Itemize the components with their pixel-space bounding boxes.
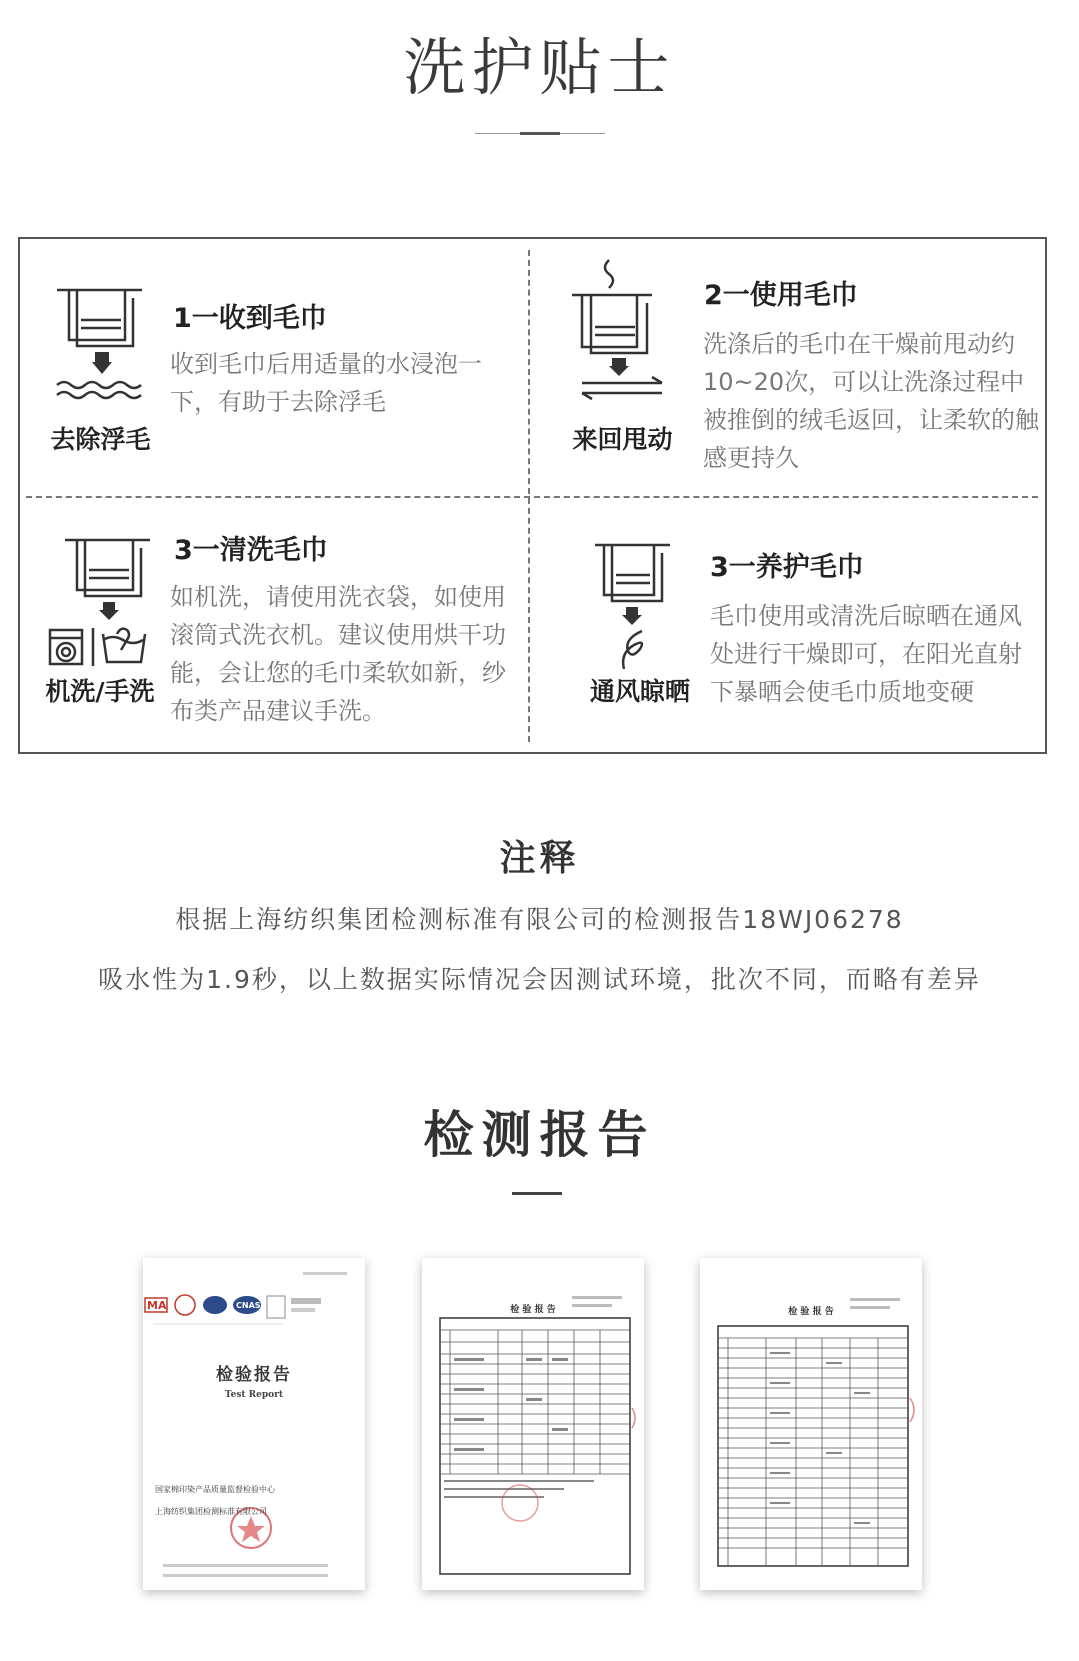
tip2-body: 洗涤后的毛巾在干燥前甩动约10~20次，可以让洗涤过程中被推倒的绒毛返回，让柔软的触感更持久 [703,330,1039,472]
machine-hand-wash-icon [45,530,155,680]
tip1-icon-label: 去除浮毛 [50,425,151,454]
title-divider [475,133,605,134]
report-data-page-1 [422,1258,644,1590]
cover-title: 检验报告 [216,1365,292,1385]
tip2-heading: 2一使用毛巾 [704,280,858,311]
tip3-body: 如机洗，请使用洗衣袋，如使用滚筒式洗衣机。建议使用烘干功能，会让您的毛巾柔软如新，纱布类产品建议手洗。 [170,583,506,725]
tip3-icon-label: 机洗/手洗 [45,677,155,706]
report-cover-logos [143,1258,365,1590]
tip3-heading: 3一清洗毛巾 [174,535,328,566]
tip4-heading: 3一养护毛巾 [710,552,864,583]
tip4-icon-label: 通风晾晒 [589,677,690,706]
notes-line-1: 根据上海纺织集团检测标准有限公司的检测报告18WJ06278 [175,905,904,934]
report-cover-page [143,1258,365,1590]
report-data-page-2 [700,1258,922,1590]
tip1-heading: 1一收到毛巾 [173,303,327,334]
cover-org-1: 国家棉印染产品质量监督检验中心 [155,1485,275,1494]
soak-towel-icon [47,280,157,410]
notes-line-2: 吸水性为1.9秒，以上数据实际情况会因测试环境，批次不同，而略有差异 [98,965,981,994]
page3-title: 检 验 报 告 [788,1307,834,1317]
tip1-body: 收到毛巾后用适量的水浸泡一下，有助于去除浮毛 [170,350,482,416]
tip4-body: 毛巾使用或清洗后晾晒在通风处进行干燥即可，在阳光直射下暴晒会使毛巾质地变硬 [710,602,1022,706]
cover-subtitle: Test Report [224,1390,284,1400]
tip2-icon-label: 来回甩动 [572,425,673,454]
svg-text:CNAS: CNAS [236,1301,261,1310]
notes-title: 注释 [499,838,580,879]
report-title: 检测报告 [423,1106,656,1164]
shake-towel-icon [567,255,677,385]
svg-text:MA: MA [147,1299,167,1312]
report-divider [512,1192,562,1195]
cover-org-2: 上海纺织集团检测标准有限公司 [155,1507,267,1516]
page-title: 洗护贴士 [403,31,676,104]
air-dry-icon [590,535,700,680]
page2-title: 检 验 报 告 [510,1305,556,1315]
horizontal-dashed-divider [26,496,1038,498]
